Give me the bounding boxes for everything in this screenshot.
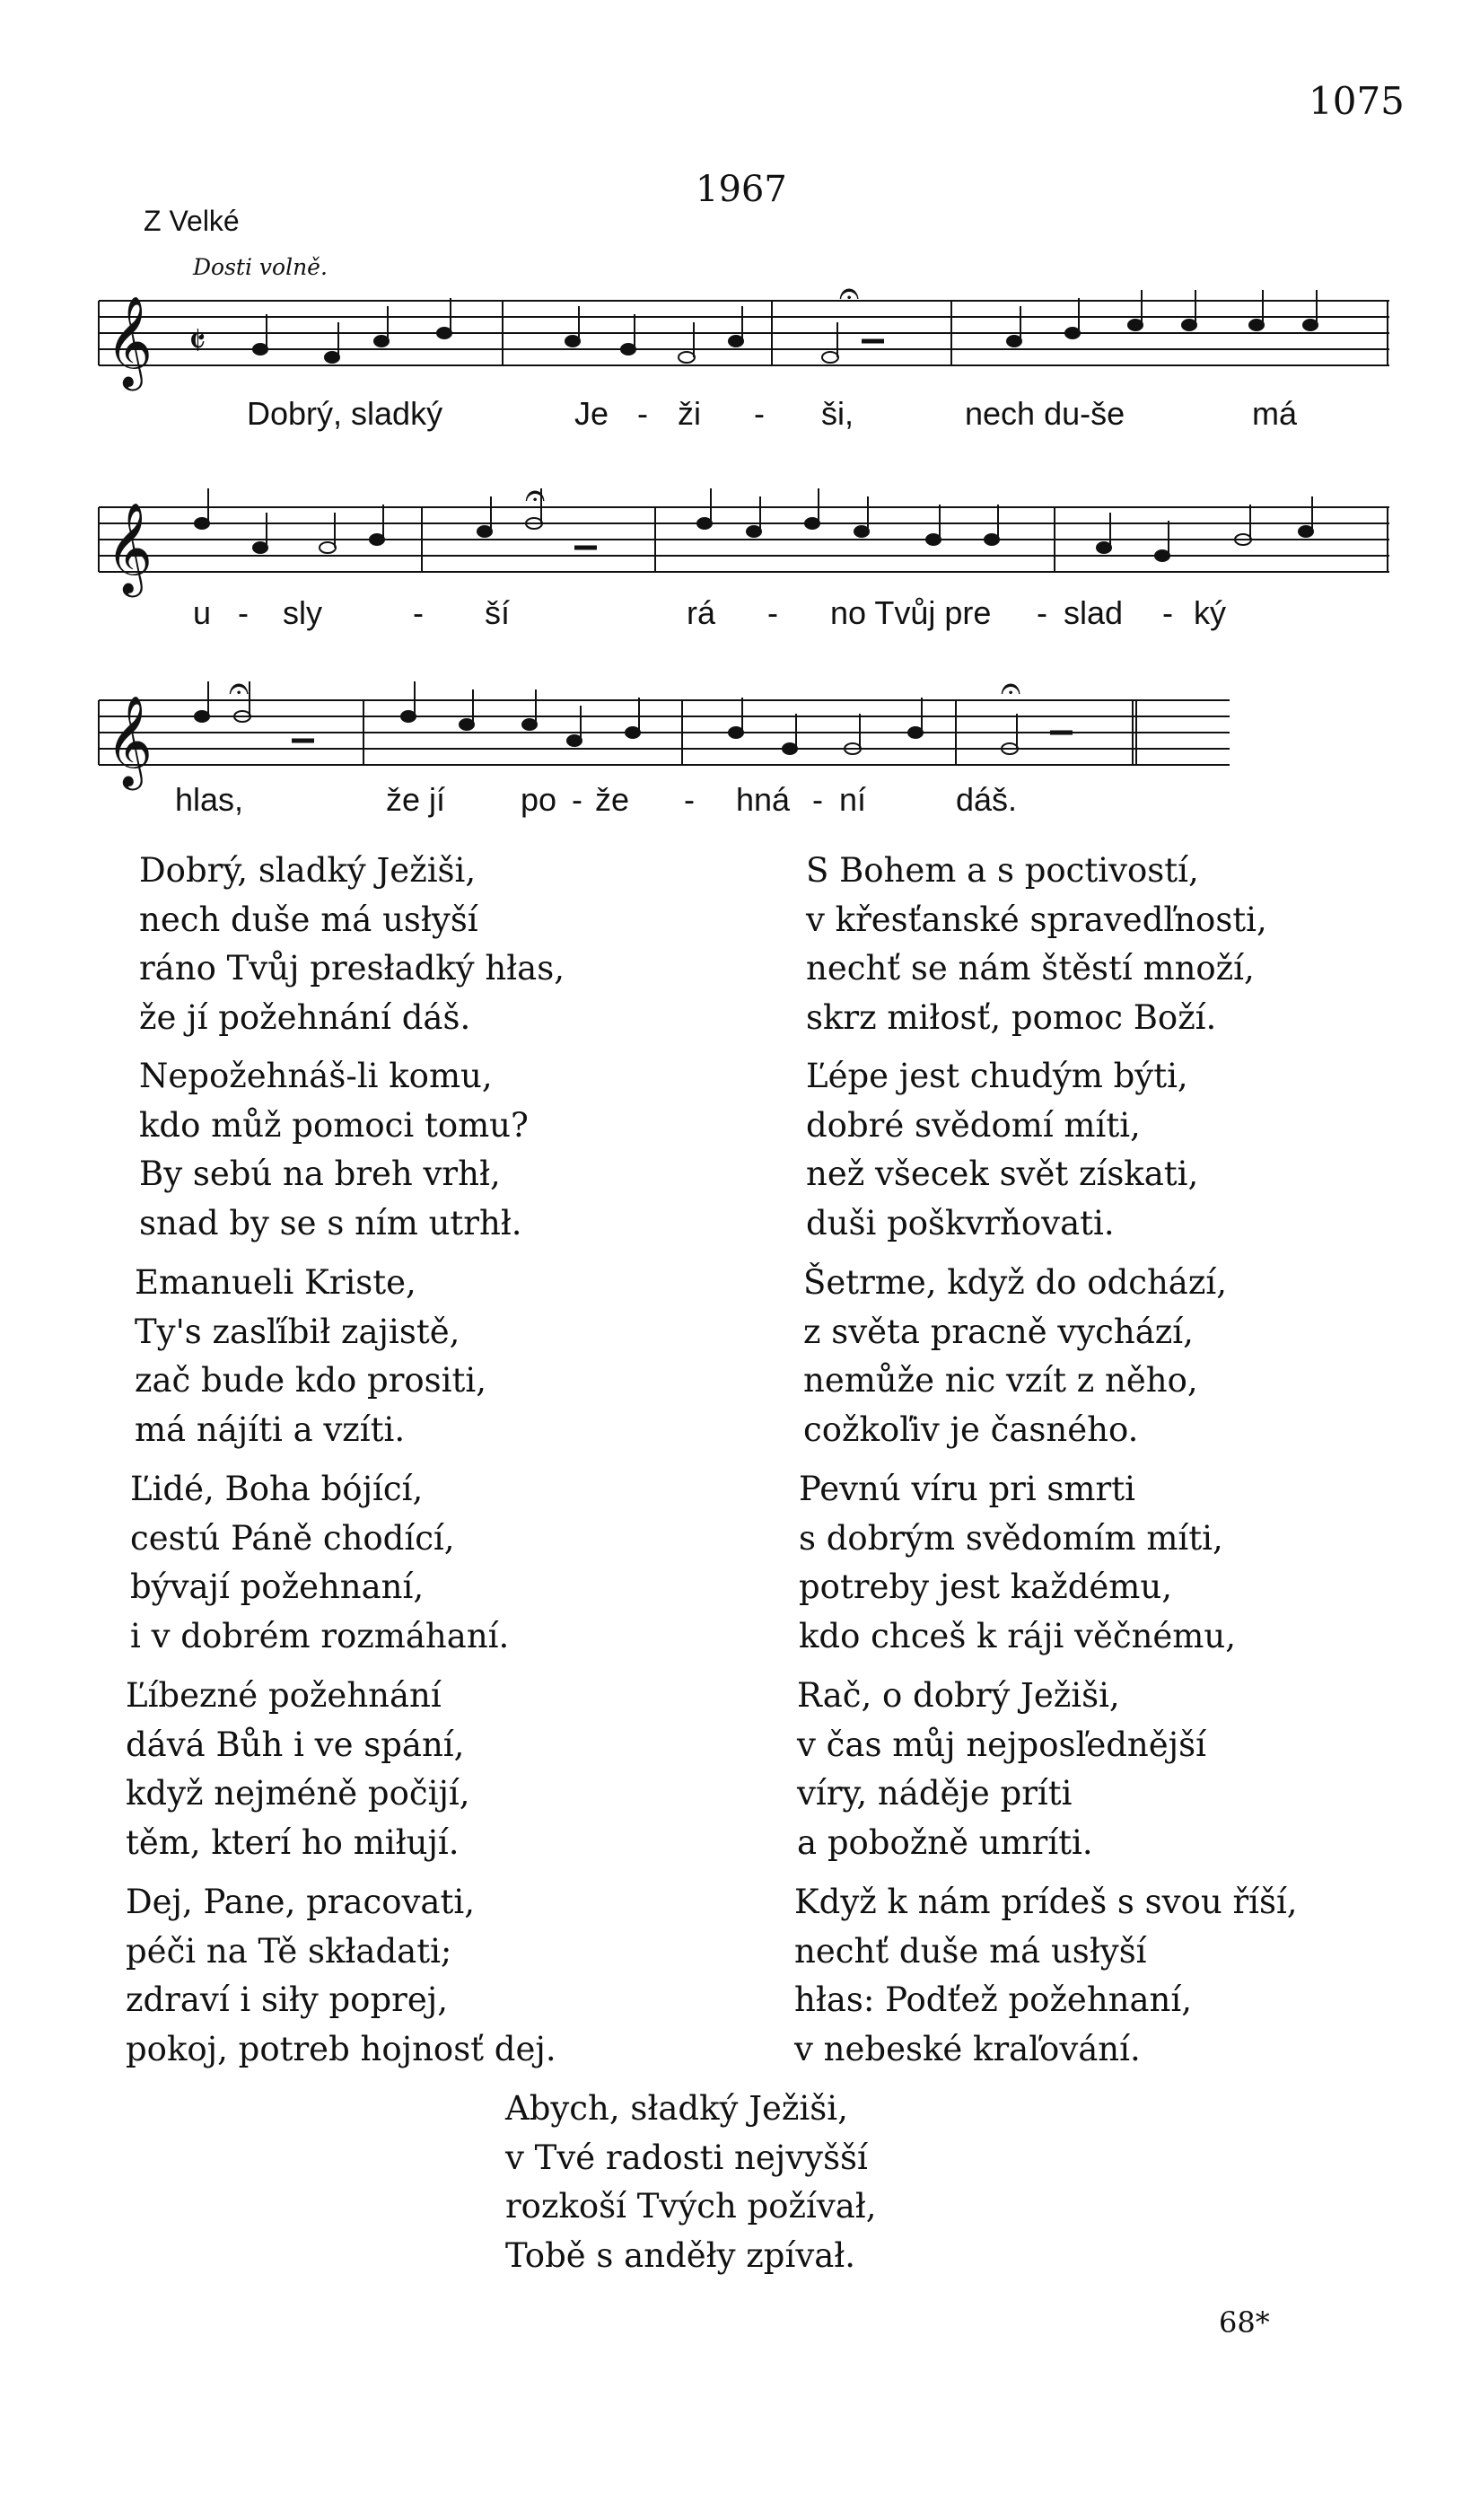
verse-line: zdraví i siły poprej,: [126, 1980, 448, 2019]
verse-line: ráno Tvůj presładký hłas,: [139, 949, 565, 988]
verse-line: duši poškvrňovati.: [806, 1203, 1115, 1242]
verse-line: Dobrý, sladký Ježiši,: [139, 851, 477, 890]
verse-line: v křesťanské spravedľnosti,: [806, 900, 1267, 939]
verse-line: bývají požehnaní,: [130, 1567, 425, 1606]
verse-line: Ľidé, Boha bójící,: [130, 1470, 424, 1508]
verse-line: nemůže nic vzít z něho,: [803, 1361, 1198, 1400]
staff-line-2: [99, 507, 1389, 572]
lyric-syllable: že: [595, 781, 630, 818]
lyric-syllable: -: [812, 781, 823, 818]
notes-line-3: [195, 681, 1073, 754]
lyric-syllable: -: [1037, 594, 1047, 631]
verse-line: péči na Tě składati;: [126, 1931, 452, 1971]
stanza: [130, 1465, 509, 1661]
verse-line: rozkoší Tvých požívał,: [505, 2187, 877, 2226]
lyric-syllable: -: [1162, 594, 1173, 631]
lyric-syllable: hná: [736, 781, 791, 818]
stanza: [126, 1878, 556, 2074]
verse-line: v Tvé radosti nejvyšší: [505, 2138, 868, 2177]
fermata-icon: 𝄐: [229, 668, 250, 709]
verse-line: snad by se s ním utrhł.: [139, 1203, 522, 1242]
signature-mark: 68*: [1219, 2305, 1270, 2340]
song-origin: Z Velké: [144, 205, 240, 237]
lyric-syllable: -: [637, 395, 648, 432]
verse-line: že jí požehnání dáš.: [139, 997, 471, 1037]
lyric-syllable: no Tvůj pre: [830, 594, 992, 631]
lyric-syllable: ši,: [821, 395, 854, 432]
verse-line: kdo chceš k ráji věčnému,: [799, 1616, 1236, 1655]
verse-line: dává Bůh i ve spání,: [126, 1725, 465, 1764]
lyric-syllable: -: [767, 594, 778, 631]
verse-line: dobré svědomí míti,: [806, 1105, 1141, 1145]
song-number: 1967: [696, 169, 787, 210]
verse-line: nech duše má usłyší: [139, 900, 478, 939]
verse-line: i v dobrém rozmáhaní.: [130, 1616, 510, 1655]
verse-line: skrz miłosť, pomoc Boží.: [806, 997, 1217, 1037]
stanza: [803, 1259, 1227, 1454]
tempo-marking: Dosti volně.: [193, 254, 328, 280]
verse-line: Rač, o dobrý Ježiši,: [797, 1676, 1120, 1715]
fermata-icon: 𝄐: [1001, 668, 1021, 709]
lyric-syllable: sly: [283, 594, 322, 631]
verse-line: potreby jest každému,: [799, 1567, 1172, 1606]
lyric-syllable: -: [572, 781, 582, 818]
verse-line: Když k nám prídeš s svou říší,: [794, 1883, 1298, 1921]
lyric-syllable: Dobrý, sladký: [247, 395, 443, 432]
verse-line: nechť se nám štěstí množí,: [806, 949, 1255, 988]
fermata-icon: 𝄐: [839, 273, 860, 314]
lyric-syllable: ší: [485, 594, 511, 631]
treble-clef-icon: 𝄞: [106, 501, 153, 593]
stanza: [797, 1672, 1206, 1867]
page-number: 1075: [1309, 79, 1405, 123]
verse-line: S Bohem a s poctivostí,: [806, 851, 1199, 890]
final-stanza: [505, 2085, 877, 2280]
lyric-syllable: slad: [1064, 594, 1124, 631]
verse-line: v čas můj nejposľednější: [797, 1725, 1206, 1764]
verse-line: By sebú na breh vrhł,: [139, 1155, 501, 1193]
stanza: [135, 1259, 486, 1454]
lyric-syllable: -: [413, 594, 424, 631]
stanza: [794, 1878, 1298, 2074]
lyric-syllable: ži: [678, 395, 701, 432]
lyric-syllable: dáš.: [956, 781, 1018, 818]
verse-line: Ty's zasľíbił zajistě,: [135, 1312, 460, 1351]
verse-line: Emanueli Kriste,: [135, 1263, 416, 1302]
verse-line: a pobožně umríti.: [797, 1822, 1093, 1862]
verse-line: než všecek svět získati,: [806, 1155, 1199, 1193]
notes-line-2: [195, 488, 1313, 561]
lyric-syllable: nech du-še: [965, 395, 1125, 432]
verse-line: Tobě s anděły zpívał.: [505, 2235, 856, 2275]
verse-line: v nebeské kraľování.: [794, 2029, 1141, 2068]
verse-line: cožkoľiv je časného.: [803, 1409, 1139, 1449]
verse-line: Dej, Pane, pracovati,: [126, 1883, 475, 1921]
verse-line: nechť duše má usłyší: [794, 1931, 1147, 1971]
lyric-syllable: po: [521, 781, 557, 818]
lyric-syllable: rá: [687, 594, 716, 631]
stanza: [799, 1465, 1236, 1661]
stanza: [806, 847, 1267, 1042]
cut-time-icon: 𝄵: [188, 319, 206, 364]
verse-line: víry, náděje príti: [797, 1774, 1073, 1813]
verse-line: těm, kterí ho miłují.: [126, 1822, 460, 1862]
verse-line: zač bude kdo prositi,: [135, 1361, 486, 1400]
lyric-syllable: ký: [1194, 594, 1226, 631]
treble-clef-icon: 𝄞: [106, 694, 153, 786]
verse-line: pokoj, potreb hojnosť dej.: [126, 2029, 556, 2068]
lyric-syllable: u: [193, 594, 212, 631]
verse-line: hłas: Podťež požehnaní,: [794, 1980, 1192, 2019]
lyric-syllable: ní: [839, 781, 867, 818]
verse-line: Ľépe jest chudým býti,: [806, 1057, 1188, 1095]
verse-line: Abych, sładký Ježiši,: [505, 2089, 848, 2128]
verse-line: Ľíbezné požehnání: [126, 1676, 442, 1715]
stanza: [139, 1052, 529, 1248]
verse-line: Pevnú víru pri smrti: [799, 1470, 1135, 1508]
verse-line: z světa pracně vychází,: [803, 1312, 1194, 1351]
verse-line: cestú Páně chodící,: [130, 1518, 455, 1558]
lyric-syllable: -: [684, 781, 695, 818]
lyric-syllable: hlas,: [175, 781, 244, 818]
lyric-syllable: má: [1252, 395, 1298, 432]
stanza: [806, 1052, 1198, 1248]
lyric-syllable: -: [754, 395, 765, 432]
stanza: [126, 1672, 470, 1867]
lyric-syllable: Je: [574, 395, 609, 432]
lyric-syllable: že jí: [386, 781, 446, 818]
treble-clef-icon: 𝄞: [106, 294, 153, 387]
verse-line: s dobrým svědomím míti,: [799, 1518, 1223, 1558]
verse-line: má nájíti a vzíti.: [135, 1409, 406, 1449]
fermata-icon: 𝄐: [525, 475, 546, 516]
verse-line: Šetrme, když do odchází,: [803, 1263, 1227, 1302]
lyric-syllable: -: [238, 594, 249, 631]
verse-line: kdo můž pomoci tomu?: [139, 1105, 529, 1145]
stanza: [139, 847, 565, 1042]
verse-line: když nejméně počijí,: [126, 1774, 470, 1813]
verse-line: Nepožehnáš-li komu,: [139, 1057, 493, 1095]
